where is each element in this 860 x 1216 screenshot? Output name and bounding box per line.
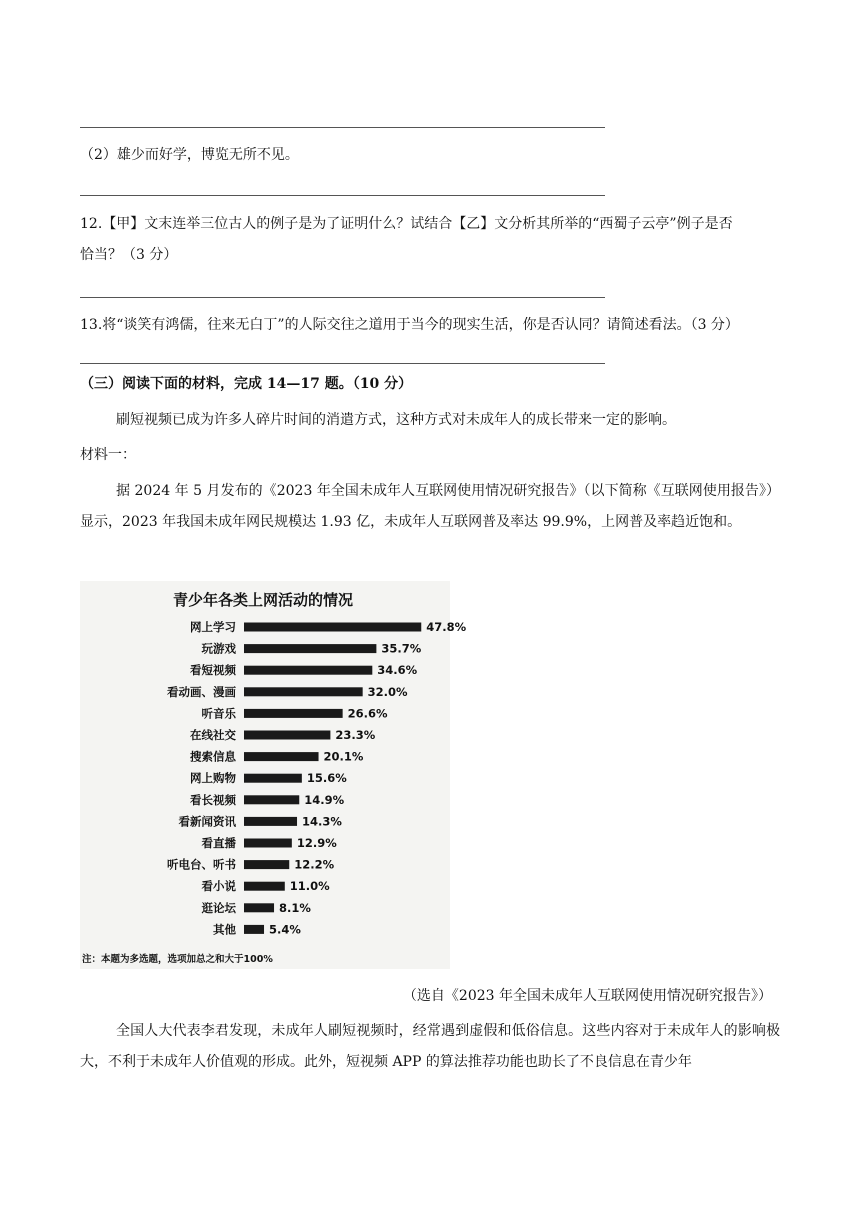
value-label: 35.7% xyxy=(381,641,422,656)
category-label: 看动画、漫画 xyxy=(167,684,236,699)
bar xyxy=(244,860,289,869)
value-label: 5.4% xyxy=(269,922,301,937)
source-citation: （选自《2023 年全国未成年人互联网使用情况研究报告》） xyxy=(402,988,772,1004)
answer-line xyxy=(80,195,605,196)
value-label: 12.2% xyxy=(294,857,335,872)
material-paragraph: 据 2024 年 5 月发布的《2023 年全国未成年人互联网使用情况研究报告》（以下简称《互联网使用报告》）显示，2023 年我国未成年网民规模达 1.93 亿，未成年人互联网普及率达 99.9%，上网普及率趋近饱和。 xyxy=(80,483,780,530)
intro-paragraph: 刷短视频已成为许多人碎片时间的消遣方式，这种方式对未成年人的成长带来一定的影响。 xyxy=(116,412,676,428)
category-label: 听音乐 xyxy=(201,706,236,721)
value-label: 26.6% xyxy=(347,706,388,721)
answer-line xyxy=(80,127,605,128)
category-label: 看短视频 xyxy=(190,663,236,678)
category-label: 网上购物 xyxy=(190,771,236,786)
bar xyxy=(244,731,330,740)
category-label: 看小说 xyxy=(201,879,236,894)
chart-note: 注：本题为多选题，选项加总之和大于100% xyxy=(82,954,273,965)
question-12-line1: 12.【甲】文末连举三位古人的例子是为了证明什么？试结合【乙】文分析其所举的“西蜀子云亭”例子是否 xyxy=(80,216,733,232)
bar xyxy=(244,882,285,891)
category-label: 听电台、听书 xyxy=(167,857,236,872)
bar-chart xyxy=(80,581,467,969)
category-label: 在线社交 xyxy=(190,728,236,742)
category-label: 网上学习 xyxy=(190,620,236,634)
category-label: 看新闻资讯 xyxy=(178,814,236,829)
bar xyxy=(244,795,299,804)
value-label: 15.6% xyxy=(306,771,347,786)
bar xyxy=(244,687,363,696)
bar xyxy=(244,903,274,912)
bar xyxy=(244,752,319,761)
category-label: 搜索信息 xyxy=(190,749,236,764)
value-label: 12.9% xyxy=(296,836,337,850)
category-label: 看长视频 xyxy=(190,792,236,807)
category-label: 玩游戏 xyxy=(201,641,236,656)
value-label: 14.3% xyxy=(302,814,342,829)
bar xyxy=(244,709,343,718)
value-label: 14.9% xyxy=(304,792,345,807)
question-13: 13.将“谈笑有鸿儒，往来无白丁”的人际交往之道用于当今的现实生活，你是否认同？请简述看法。（3 分） xyxy=(80,317,739,333)
question-12-line2: 恰当？（3 分） xyxy=(80,247,178,263)
bar xyxy=(244,925,264,934)
bar xyxy=(244,666,372,675)
category-label: 其他 xyxy=(213,922,236,937)
value-label: 34.6% xyxy=(377,663,418,678)
value-label: 23.3% xyxy=(335,728,376,742)
section-heading: （三）阅读下面的材料，完成 14—17 题。（10 分） xyxy=(80,376,413,392)
bar xyxy=(244,839,292,848)
closing-paragraph: 全国人大代表李君发现，未成年人刷短视频时，经常遇到虚假和低俗信息。这些内容对于未成年人的影响极大，不利于未成年人价值观的形成。此外，短视频 APP 的算法推荐功能也助长了不良信息在青少年 xyxy=(80,1023,780,1070)
answer-line xyxy=(80,297,605,298)
value-label: 8.1% xyxy=(279,900,311,915)
chart-title: 青少年各类上网活动的情况 xyxy=(173,591,354,609)
value-label: 32.0% xyxy=(367,684,408,699)
category-label: 看直播 xyxy=(201,836,236,850)
bar xyxy=(244,644,376,653)
bar xyxy=(244,774,302,783)
value-label: 47.8% xyxy=(426,620,467,634)
category-label: 逛论坛 xyxy=(201,900,236,915)
bar xyxy=(244,623,421,632)
answer-line xyxy=(80,363,605,364)
bar xyxy=(244,817,297,826)
value-label: 11.0% xyxy=(289,879,330,894)
material-label: 材料一： xyxy=(80,447,136,463)
value-label: 20.1% xyxy=(323,749,364,764)
question-item: （2）雄少而好学，博览无所不见。 xyxy=(80,147,299,163)
